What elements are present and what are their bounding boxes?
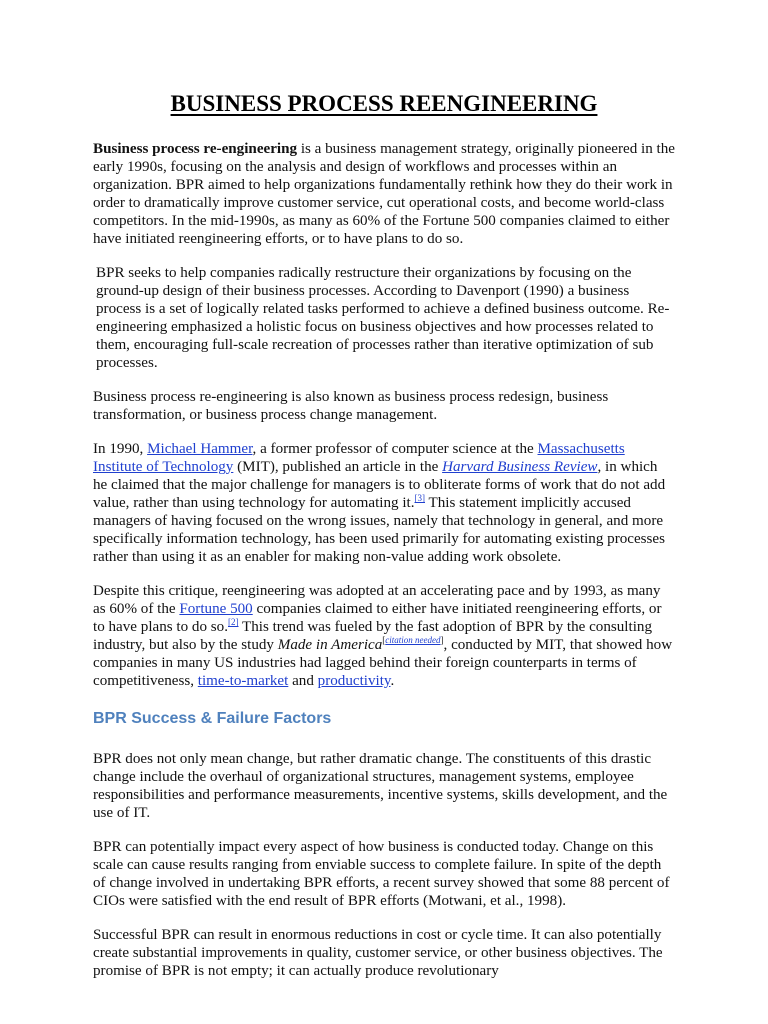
paragraph-restructure: BPR seeks to help companies radically restructure their organizations by focusing on the ground-up design of their business processes. According to Davenport (1990) a business process is a set of logically related tasks performed to achieve a defined business outcome. Re-engineering emphasized a holistic focus on business objectives and how processes related to them, encouraging full-scale recreation of processes rather than iterative optimization of sub processes.: [96, 265, 670, 371]
paragraph-dramatic-change: BPR does not only mean change, but rather dramatic change. The constituents of this drastic change include the overhaul of organizational structures, management systems, employee responsibilities and performance measurements, incentive systems, skills development, and the use of IT.: [93, 751, 668, 821]
text-run: companies claimed to either have initiated reengineering efforts, or to have plans to do so.: [93, 601, 662, 635]
citation-2-link[interactable]: [2]: [228, 617, 239, 627]
link-fortune-500[interactable]: Fortune 500: [179, 601, 253, 617]
text-run: This trend was fueled by the fast adoption of BPR by the consulting industry, but also by the study: [93, 619, 652, 653]
text-run: and: [288, 673, 318, 689]
text-run: , conducted by MIT, that showed how companies in many US industries had lagged behind their foreign counterparts in terms of competitiveness,: [93, 637, 673, 689]
paragraph-impact: BPR can potentially impact every aspect of how business is conducted today. Change on this scale can cause results ranging from enviable success to complete failure. In spite of the depth of change involved in undertaking BPR efforts, a recent survey showed that some 88 percent of CIOs were satisfied with the end result of BPR efforts (Motwani, et al., 1998).: [93, 839, 670, 909]
paragraph-also-known: Business process re-engineering is also known as business process redesign, business transformation, or business process change management.: [93, 389, 609, 423]
link-mit[interactable]: Massachusetts Institute of Technology: [93, 441, 625, 475]
section-heading-success-failure: BPR Success & Failure Factors: [93, 710, 332, 727]
intro-lead-term: Business process re-engineering: [93, 141, 298, 157]
citation-needed-link[interactable]: citation needed: [385, 635, 441, 645]
bracket: [: [382, 635, 386, 645]
text-run: This statement implicitly accused managers of having focused on the wrong issues, namely that technology in general, and more specifically information technology, has been used primarily for automating existing processes rather than using it as an enabler for making non-value adding work obsolete.: [93, 495, 666, 565]
link-time-to-market[interactable]: time-to-market: [197, 673, 289, 689]
document-page: [93, 88, 675, 996]
paragraph-successful-bpr: Successful BPR can result in enormous reductions in cost or cycle time. It can also potentially create substantial improvements in quality, customer service, or other business objectives. The promise of BPR is not empty; it can actually produce revolutionary: [93, 927, 663, 979]
paragraph-hammer: [93, 440, 675, 566]
text-run: , in which he claimed that the major challenge for managers is to obliterate forms of work that do not add value, rather than using technology for automating it.: [93, 459, 666, 511]
text-run: .: [390, 673, 395, 689]
study-title: Made in America: [277, 637, 383, 653]
link-michael-hammer[interactable]: Michael Hammer: [147, 441, 253, 457]
document-title: BUSINESS PROCESS REENGINEERING: [170, 91, 598, 116]
link-harvard-business-review[interactable]: [442, 459, 597, 475]
citation-needed-note: [382, 635, 443, 645]
paragraph-intro: [93, 140, 675, 248]
text-run: In 1990,: [93, 441, 148, 457]
bracket: ]: [440, 635, 444, 645]
hbr-italic-title: Harvard Business Review: [442, 459, 598, 475]
paragraph-adoption: [93, 582, 675, 690]
text-run: Despite this critique, reengineering was adopted at an accelerating pace and by 1993, as many as 60% of the: [93, 583, 661, 617]
text-run: , a former professor of computer science at the: [252, 441, 538, 457]
text-run: (MIT), published an article in the: [233, 459, 443, 475]
link-productivity[interactable]: productivity: [317, 673, 391, 689]
citation-3-link[interactable]: [3]: [414, 493, 425, 503]
intro-text: is a business management strategy, originally pioneered in the early 1990s, focusing on the analysis and design of workflows and processes within an organization. BPR aimed to help organizations fundamentally rethink how they do their work in order to dramatically improve customer service, cut operational costs, and become world-class competitors. In the mid-1990s, as many as 60% of the Fortune 500 companies claimed to either have initiated reengineering efforts, or to have plans to do so.: [93, 141, 675, 247]
